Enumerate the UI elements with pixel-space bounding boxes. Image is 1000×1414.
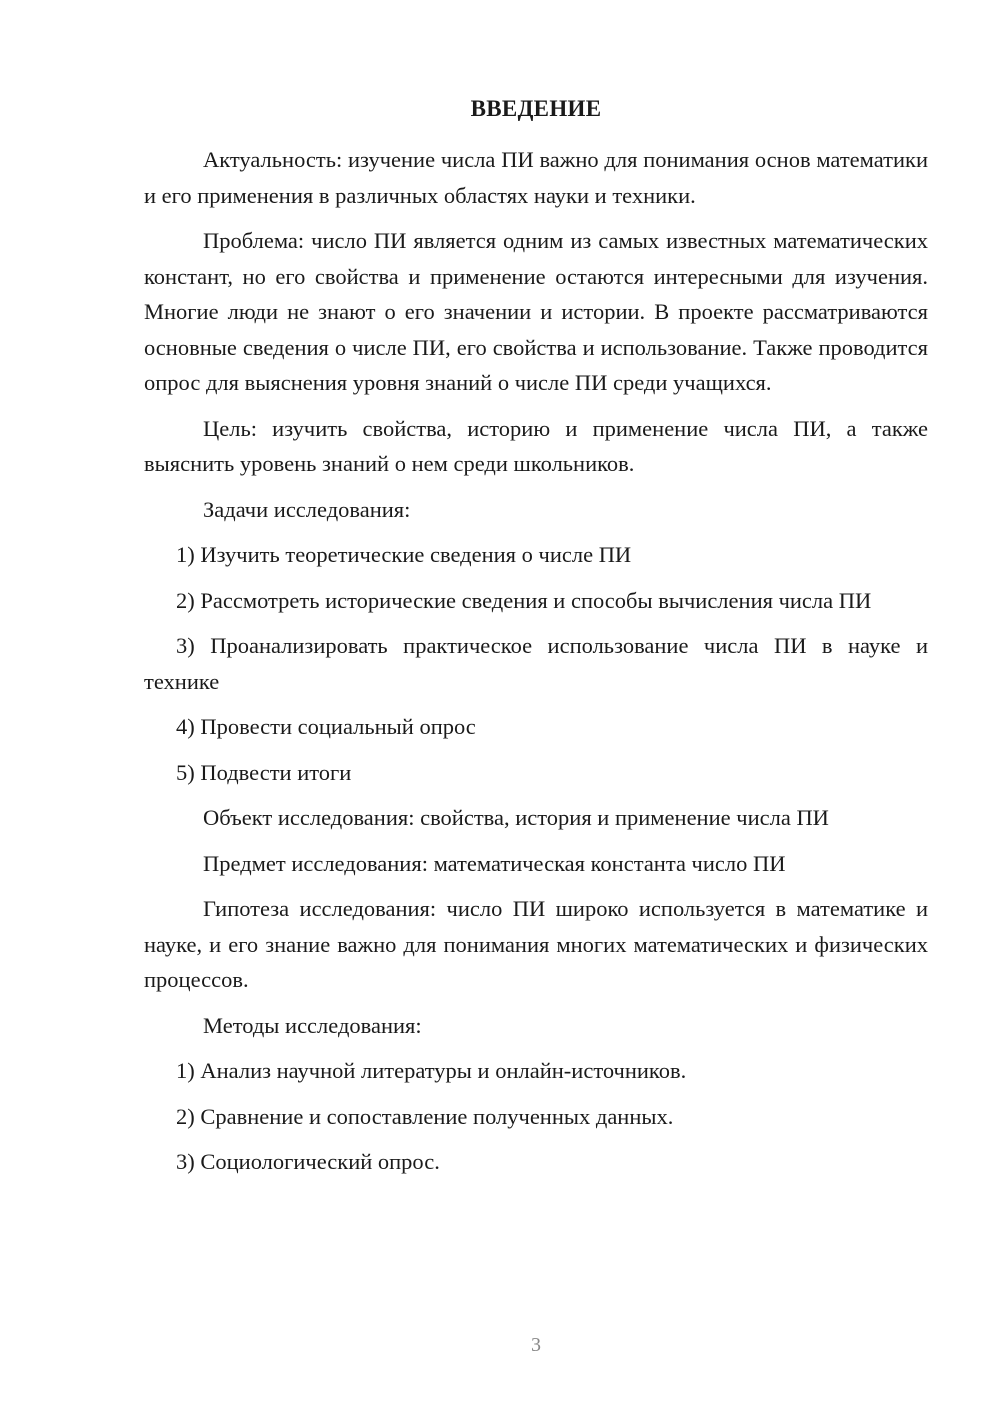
paragraph-relevance: Актуальность: изучение числа ПИ важно для понимания основ математики и его применения в различных областях науки и техники. [144,147,928,208]
task-item: 1) Изучить теоретические сведения о числе ПИ [176,542,632,567]
tasks-heading: Задачи исследования: [203,496,411,522]
method-item: 2) Сравнение и сопоставление полученных данных. [176,1103,674,1129]
document-body [144,142,928,1180]
task-item: 5) Подвести итоги [176,759,352,785]
paragraph-goal: Цель: изучить свойства, историю и применение числа ПИ, а также выяснить уровень знаний о нем среди школьников. [144,415,928,476]
page-title: ВВЕДЕНИЕ [470,96,602,121]
task-item: 3) Проанализировать практическое использование числа ПИ в науке и технике [144,633,928,694]
page-number: 3 [531,1334,541,1356]
task-item: 4) Провести социальный опрос [176,714,476,739]
paragraph-object: Объект исследования: свойства, история и применение числа ПИ [203,805,829,830]
method-item: 1) Анализ научной литературы и онлайн-источников. [176,1058,687,1083]
methods-heading: Методы исследования: [203,1012,422,1038]
method-item: 3) Социологический опрос. [176,1149,440,1174]
paragraph-problem: Проблема: число ПИ является одним из самых известных математических констант, но его свойства и применение остаются интересными для изучения. Многие люди не знают о его значении и истории. В проекте рассматриваются основные сведения о числе ПИ, его свойства и использование. Также проводится опрос для выяснения уровня знаний о числе ПИ среди учащихся. [144,228,928,395]
task-item: 2) Рассмотреть исторические сведения и способы вычисления числа ПИ [176,587,872,613]
paragraph-subject: Предмет исследования: математическая константа число ПИ [203,850,786,876]
paragraph-hypothesis: Гипотеза исследования: число ПИ широко используется в математике и науке, и его знание важно для понимания многих математических и физических процессов. [144,896,928,992]
